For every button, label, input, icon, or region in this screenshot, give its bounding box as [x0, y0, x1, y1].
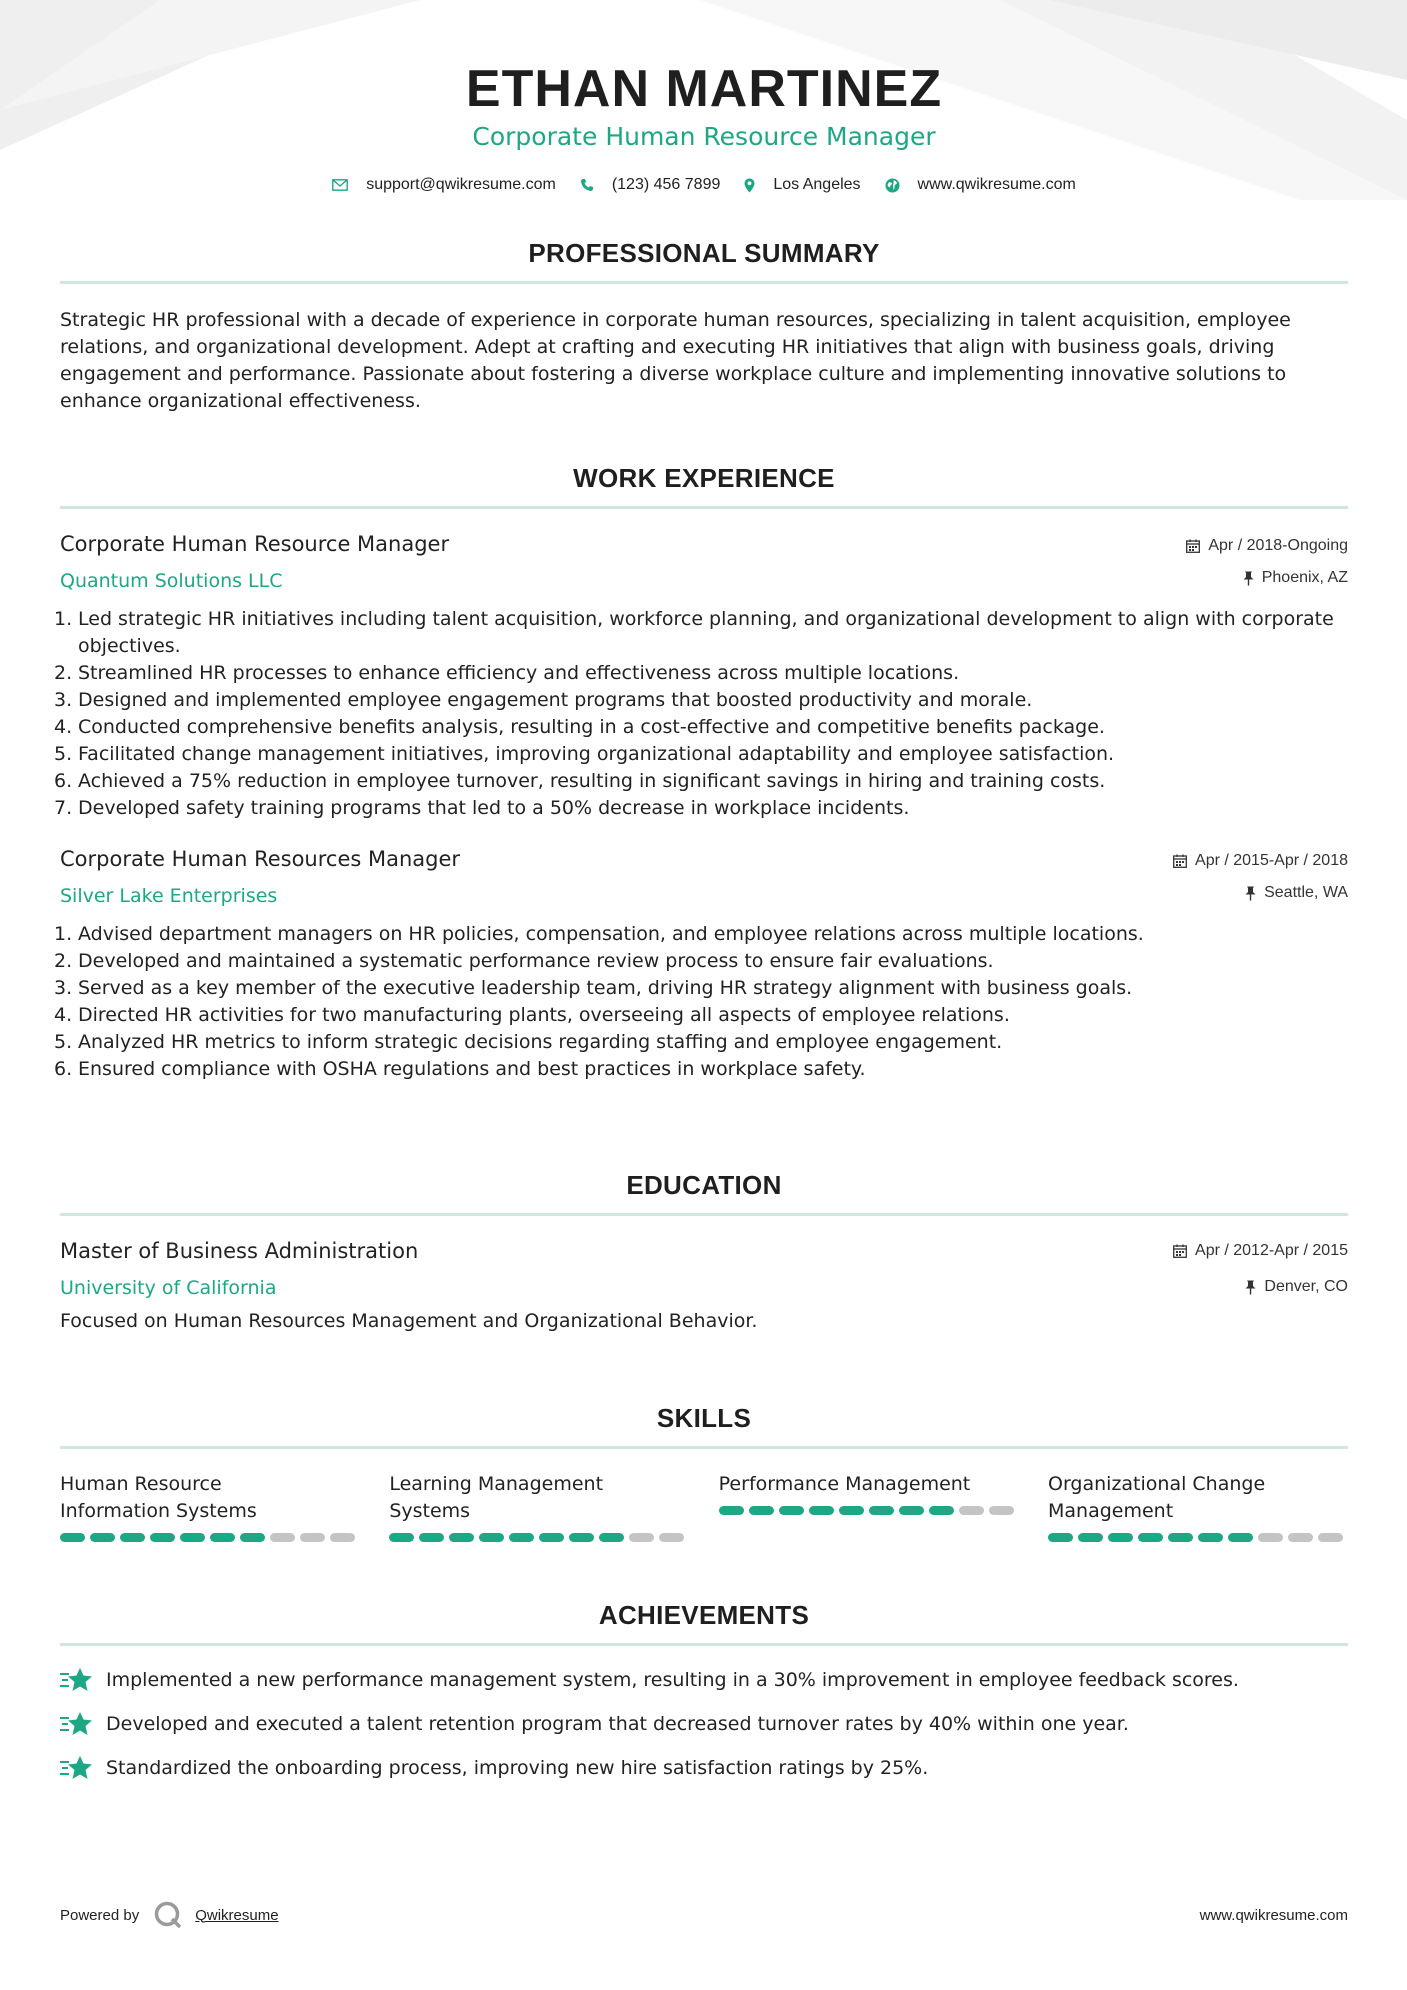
list-item: 3. Served as a key member of the executive leadership team, driving HR strategy alignment with business goals.: [54, 977, 1133, 999]
contact-website-text: www.qwikresume.com: [917, 176, 1076, 193]
achievement-text: Standardized the onboarding process, improving new hire satisfaction ratings by 25%.: [106, 1756, 929, 1779]
list-item: 6. Ensured compliance with OSHA regulations and best practices in workplace safety.: [54, 1058, 866, 1080]
list-item: 3. Designed and implemented employee engagement programs that boosted productivity and morale.: [54, 689, 1033, 711]
candidate-title: Corporate Human Resource Manager: [472, 122, 936, 151]
job-bullets: [54, 606, 1348, 822]
resume-header: [60, 0, 1348, 194]
skill-segment-filled: [899, 1506, 924, 1515]
skill-segment-filled: [869, 1506, 894, 1515]
list-item: 4. Conducted comprehensive benefits analysis, resulting in a cost-effective and competitive benefits package.: [54, 716, 1105, 738]
candidate-name: ETHAN MARTINEZ: [465, 60, 943, 118]
envelope-icon: [332, 179, 348, 191]
globe-icon: [885, 178, 900, 193]
calendar-icon: [1173, 854, 1187, 868]
skill-segment-filled: [569, 1533, 594, 1542]
skill-segment-filled: [1078, 1533, 1103, 1542]
education-section: [60, 1170, 1348, 1335]
skill-name-line1: Organizational Change: [1047, 1473, 1266, 1495]
skills-heading: SKILLS: [656, 1403, 752, 1433]
skill-segment-empty: [1288, 1533, 1313, 1542]
skill-segment-filled: [839, 1506, 864, 1515]
school-name: University of California: [60, 1277, 277, 1299]
education-heading: EDUCATION: [626, 1170, 782, 1200]
education-location-text: Denver, CO: [1264, 1278, 1348, 1295]
skill-item: [1048, 1471, 1348, 1542]
skill-name-line1: Learning Management: [389, 1473, 604, 1495]
job-bullets: [54, 921, 1348, 1083]
pushpin-icon: [1245, 1280, 1256, 1295]
skills-section: [60, 1403, 1348, 1542]
skill-segment-filled: [749, 1506, 774, 1515]
contact-phone[interactable]: [580, 176, 721, 194]
skill-segment-empty: [1318, 1533, 1343, 1542]
job-dates-text: Apr / 2015-Apr / 2018: [1195, 852, 1348, 869]
skill-level-bar: [719, 1506, 1019, 1515]
list-item: 4. Directed HR activities for two manufacturing plants, overseeing all aspects of employee relations.: [54, 1004, 1010, 1026]
skill-segment-filled: [599, 1533, 624, 1542]
skill-segment-filled: [180, 1533, 205, 1542]
skill-segment-filled: [210, 1533, 235, 1542]
skill-name-line1: Performance Management: [718, 1473, 971, 1495]
achievements-section: [60, 1600, 1348, 1790]
skill-segment-empty: [1258, 1533, 1283, 1542]
contact-location: [744, 176, 860, 194]
list-item: 6. Achieved a 75% reduction in employee turnover, resulting in significant savings in hiring and training costs.: [54, 770, 1106, 792]
calendar-icon: [1186, 539, 1200, 553]
education-description: Focused on Human Resources Management and Organizational Behavior.: [60, 1310, 758, 1332]
skill-segment-filled: [1198, 1533, 1223, 1542]
education-dates-text: Apr / 2012-Apr / 2015: [1195, 1242, 1348, 1259]
qwikresume-link[interactable]: Qwikresume: [195, 1906, 279, 1924]
qwikresume-logo-icon: [153, 1900, 183, 1930]
job-dates: [1173, 849, 1348, 873]
skill-segment-empty: [659, 1533, 684, 1542]
summary-section: [60, 238, 1348, 415]
job-title: Corporate Human Resources Manager: [60, 847, 461, 871]
achievement-text: Developed and executed a talent retention program that decreased turnover rates by 40% within one year.: [106, 1712, 1129, 1735]
company-name: Silver Lake Enterprises: [60, 885, 278, 907]
skill-segment-filled: [120, 1533, 145, 1542]
achievement-item: [60, 1658, 1348, 1702]
skill-name-line2: Systems: [389, 1500, 471, 1522]
job-dates: [1186, 534, 1348, 558]
list-item: 5. Analyzed HR metrics to inform strategic decisions regarding staffing and employee engagement.: [54, 1031, 1003, 1053]
skill-segment-filled: [389, 1533, 414, 1542]
list-item: 5. Facilitated change management initiatives, improving organizational adaptability and employee satisfaction.: [54, 743, 1115, 765]
star-badge-icon: [60, 1755, 94, 1781]
job-location-text: Seattle, WA: [1264, 884, 1348, 901]
skill-segment-filled: [90, 1533, 115, 1542]
powered-by: [60, 1900, 279, 1930]
skill-segment-filled: [150, 1533, 175, 1542]
company-name: Quantum Solutions LLC: [60, 570, 283, 592]
skill-segment-filled: [240, 1533, 265, 1542]
job-entry: [54, 844, 1348, 1083]
skill-level-bar: [1048, 1533, 1348, 1542]
experience-heading: WORK EXPERIENCE: [573, 463, 835, 493]
skill-level-bar: [60, 1533, 360, 1542]
skill-item: [389, 1471, 689, 1542]
pushpin-icon: [1243, 571, 1254, 586]
section-divider: [60, 281, 1348, 284]
job-location: [1173, 881, 1348, 905]
footer-website[interactable]: www.qwikresume.com: [1199, 1906, 1348, 1924]
summary-text: Strategic HR professional with a decade of experience in corporate human resources, specializing in talent acquisition, employee relations, and organizational development. Adept at crafting and executing HR initiatives that align with business goals, driving engagement and performance. Passionate about fostering a diverse workplace culture and implementing innovative solutions to enhance organizational effectiveness.: [60, 309, 1291, 412]
powered-by-label: Powered by: [60, 1906, 140, 1924]
list-item: 2. Streamlined HR processes to enhance efficiency and effectiveness across multiple locations.: [54, 662, 960, 684]
skills-list: [60, 1471, 1348, 1542]
resume-page: [54, 0, 1348, 1779]
education-entry: [60, 1236, 1348, 1303]
contact-location-text: Los Angeles: [773, 176, 861, 193]
contact-website[interactable]: [885, 176, 1076, 194]
skill-segment-filled: [719, 1506, 744, 1515]
skill-segment-filled: [449, 1533, 474, 1542]
section-divider: [60, 506, 1348, 509]
skill-segment-filled: [809, 1506, 834, 1515]
job-title: Corporate Human Resource Manager: [60, 532, 450, 556]
achievement-item: [60, 1746, 1348, 1790]
skill-item: [60, 1471, 360, 1542]
job-dates-text: Apr / 2018-Ongoing: [1208, 537, 1348, 554]
skill-segment-filled: [419, 1533, 444, 1542]
education-location: [1173, 1275, 1348, 1299]
skill-segment-filled: [1228, 1533, 1253, 1542]
list-item: 1. Led strategic HR initiatives including talent acquisition, workforce planning, and organizational development to align with corporate objectives.: [54, 608, 1334, 657]
skill-segment-empty: [629, 1533, 654, 1542]
achievements-heading: ACHIEVEMENTS: [598, 1600, 810, 1630]
section-divider: [60, 1643, 1348, 1646]
skill-item: [719, 1471, 1019, 1542]
section-divider: [60, 1446, 1348, 1449]
skill-segment-filled: [60, 1533, 85, 1542]
job-entry: [54, 529, 1348, 822]
skill-segment-empty: [270, 1533, 295, 1542]
skill-segment-empty: [330, 1533, 355, 1542]
education-dates: [1173, 1239, 1348, 1263]
contact-email[interactable]: [332, 176, 556, 194]
skill-segment-filled: [479, 1533, 504, 1542]
phone-icon: [580, 178, 594, 192]
skill-level-bar: [389, 1533, 689, 1542]
skill-name-line1: Human Resource: [60, 1473, 222, 1495]
skill-name-line2: Management: [1047, 1500, 1174, 1522]
star-badge-icon: [60, 1711, 94, 1737]
skill-segment-filled: [509, 1533, 534, 1542]
section-divider: [60, 1213, 1348, 1216]
experience-section: [54, 463, 1348, 1083]
job-location: [1186, 566, 1348, 590]
contact-bar: [60, 176, 1348, 194]
skill-segment-filled: [1168, 1533, 1193, 1542]
contact-phone-text: (123) 456 7899: [611, 176, 721, 193]
list-item: 1. Advised department managers on HR policies, compensation, and employee relations across multiple locations.: [54, 923, 1144, 945]
skill-segment-empty: [989, 1506, 1014, 1515]
degree-title: Master of Business Administration: [60, 1239, 419, 1263]
skill-segment-filled: [1138, 1533, 1163, 1542]
skill-segment-empty: [959, 1506, 984, 1515]
skill-segment-filled: [539, 1533, 564, 1542]
pushpin-icon: [1245, 886, 1256, 901]
job-location-text: Phoenix, AZ: [1261, 569, 1348, 586]
skill-segment-filled: [779, 1506, 804, 1515]
achievement-text: Implemented a new performance management system, resulting in a 30% improvement in employee feedback scores.: [106, 1668, 1239, 1691]
skill-segment-filled: [929, 1506, 954, 1515]
skill-segment-empty: [300, 1533, 325, 1542]
list-item: 7. Developed safety training programs that led to a 50% decrease in workplace incidents.: [54, 797, 910, 819]
skill-segment-filled: [1108, 1533, 1133, 1542]
contact-email-text: support@qwikresume.com: [366, 176, 556, 193]
achievements-list: [60, 1658, 1348, 1790]
summary-heading: PROFESSIONAL SUMMARY: [528, 238, 880, 268]
page-footer: [60, 1900, 1348, 1930]
list-item: 2. Developed and maintained a systematic performance review process to ensure fair evaluations.: [54, 950, 994, 972]
map-pin-icon: [744, 178, 755, 193]
achievement-item: [60, 1702, 1348, 1746]
star-badge-icon: [60, 1667, 94, 1693]
calendar-icon: [1173, 1244, 1187, 1258]
skill-segment-filled: [1048, 1533, 1073, 1542]
skill-name-line2: Information Systems: [60, 1500, 257, 1522]
